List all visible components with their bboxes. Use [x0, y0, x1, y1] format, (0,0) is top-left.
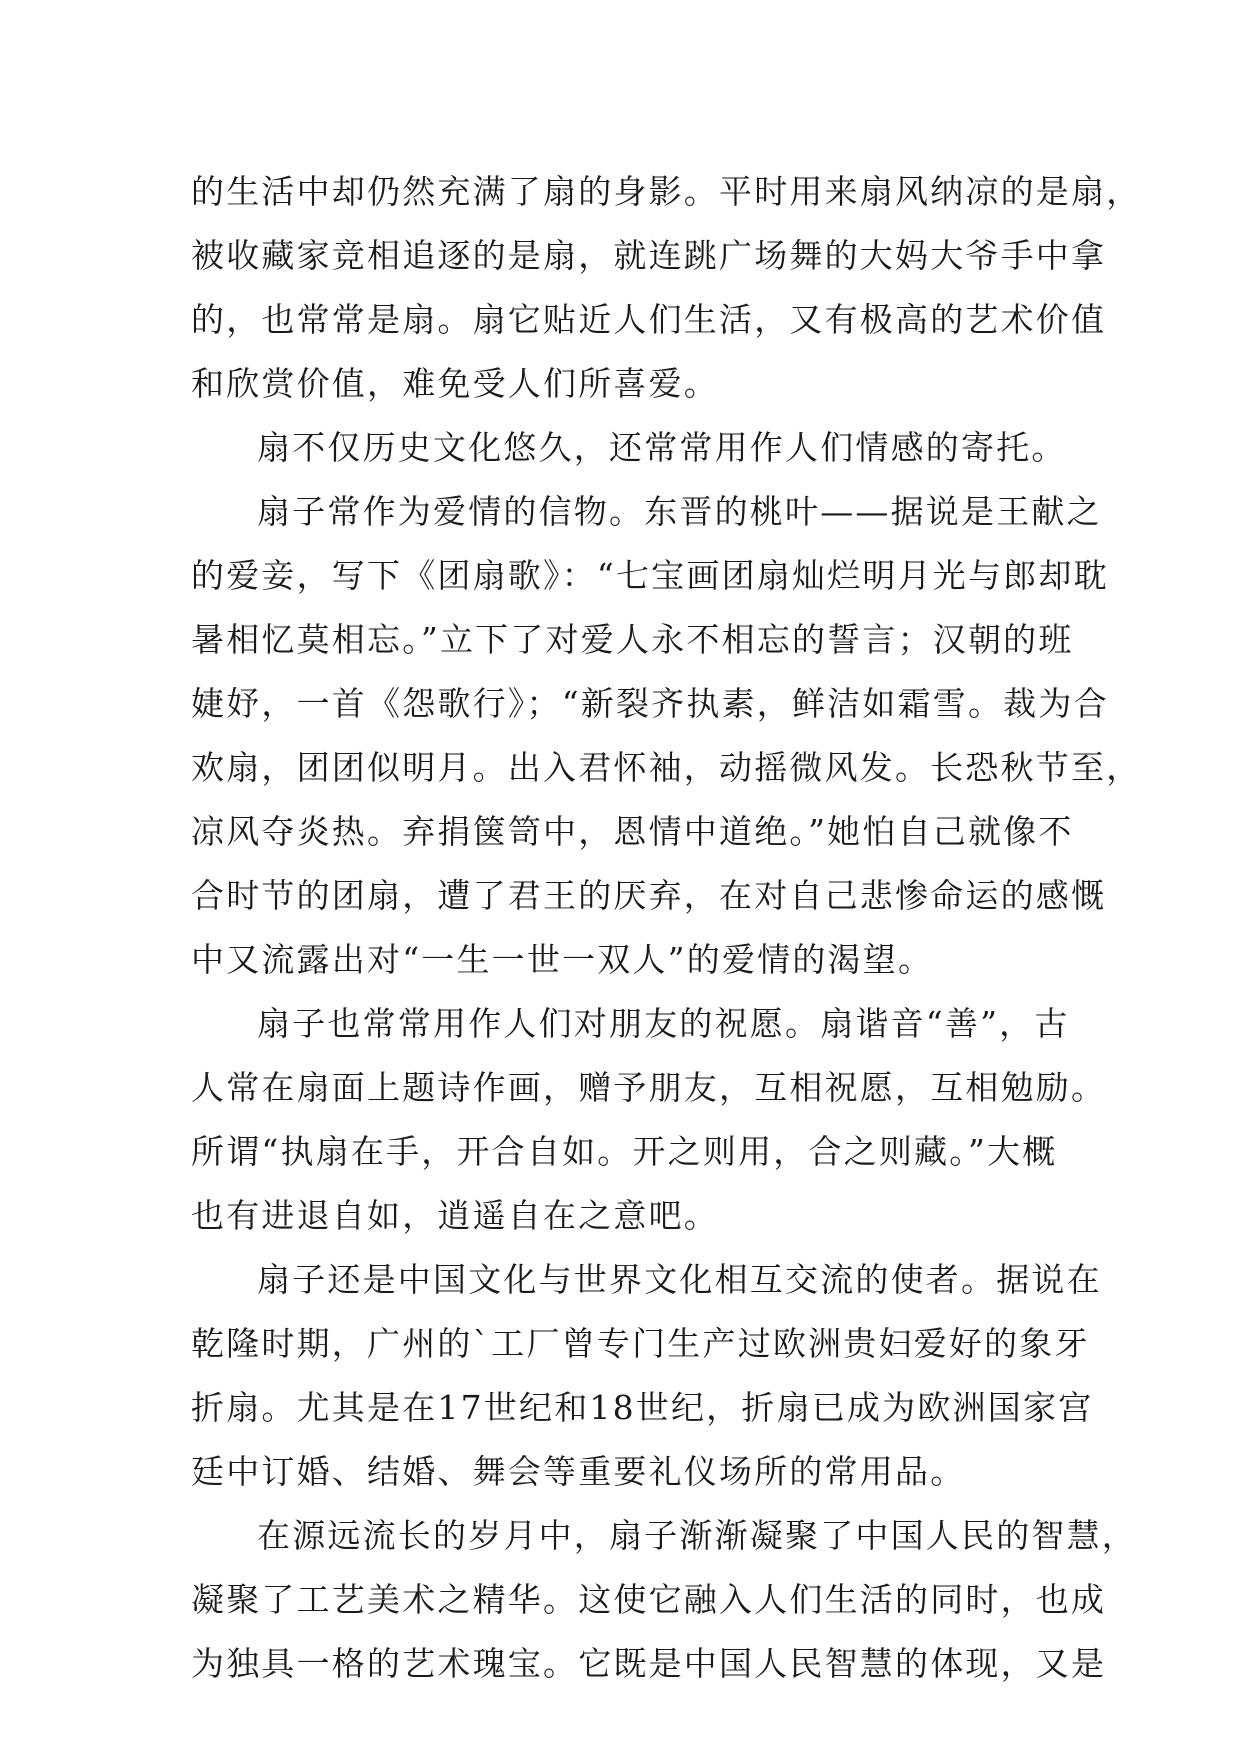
- text-line: 的爱妾，写下《团扇歌》：“七宝画团扇灿烂明月光与郎却耽: [191, 556, 1109, 595]
- paragraph-first-line: 在源远流长的岁月中，扇子渐渐凝聚了中国人民的智慧，: [257, 1516, 1137, 1555]
- text-line: 所谓“执扇在手，开合自如。开之则用，合之则藏。”大概: [191, 1132, 1058, 1171]
- paragraph-first-line: 扇不仅历史文化悠久，还常常用作人们情感的寄托。: [257, 428, 1067, 467]
- text-line: 的生活中却仍然充满了扇的身影。平时用来扇风纳凉的是扇，: [191, 172, 1142, 211]
- paragraph-first-line: 扇子还是中国文化与世界文化相互交流的使者。据说在: [257, 1260, 1102, 1299]
- text-line: 廷中订婚、结婚、舞会等重要礼仪场所的常用品。: [191, 1452, 966, 1491]
- text-line: 的，也常常是扇。扇它贴近人们生活，又有极高的艺术价值: [191, 300, 1107, 339]
- text-line: 中又流露出对“一生一世一双人”的爱情的渴望。: [191, 940, 934, 979]
- text-line: 凝聚了工艺美术之精华。这使它融入人们生活的同时，也成: [191, 1580, 1107, 1619]
- text-line: 为独具一格的艺术瑰宝。它既是中国人民智慧的体现，又是: [191, 1644, 1107, 1683]
- text-line: 欢扇，团团似明月。出入君怀袖，动摇微风发。长恐秋节至，: [191, 748, 1142, 787]
- text-line: 被收藏家竞相追逐的是扇，就连跳广场舞的大妈大爷手中拿: [191, 236, 1107, 275]
- text-line: 婕妤，一首《怨歌行》；“新裂齐执素，鲜洁如霜雪。裁为合: [191, 684, 1109, 723]
- text-line: 凉风夺炎热。弃捐箧笥中，恩情中道绝。”她怕自己就像不: [191, 812, 1074, 851]
- text-line: 暑相忆莫相忘。”立下了对爱人永不相忘的誓言；汉朝的班: [191, 620, 1074, 659]
- paragraph-first-line: 扇子常作为爱情的信物。东晋的桃叶——据说是王献之: [257, 492, 1102, 531]
- text-line: 也有进退自如，逍遥自在之意吧。: [191, 1196, 719, 1235]
- text-line: 乾隆时期，广州的`工厂曾专门生产过欧洲贵妇爱好的象牙: [191, 1324, 1090, 1363]
- text-line: 合时节的团扇，遭了君王的厌弃，在对自己悲惨命运的感慨: [191, 876, 1107, 915]
- text-line: 折扇。尤其是在17世纪和18世纪，折扇已成为欧洲国家宫: [191, 1388, 1094, 1427]
- text-line: 人常在扇面上题诗作画，赠予朋友，互相祝愿，互相勉励。: [191, 1068, 1107, 1107]
- text-line: 和欣赏价值，难免受人们所喜爱。: [191, 364, 719, 403]
- paragraph-first-line: 扇子也常常用作人们对朋友的祝愿。扇谐音“善”，古: [257, 1004, 1070, 1043]
- body-text: [191, 160, 1142, 1696]
